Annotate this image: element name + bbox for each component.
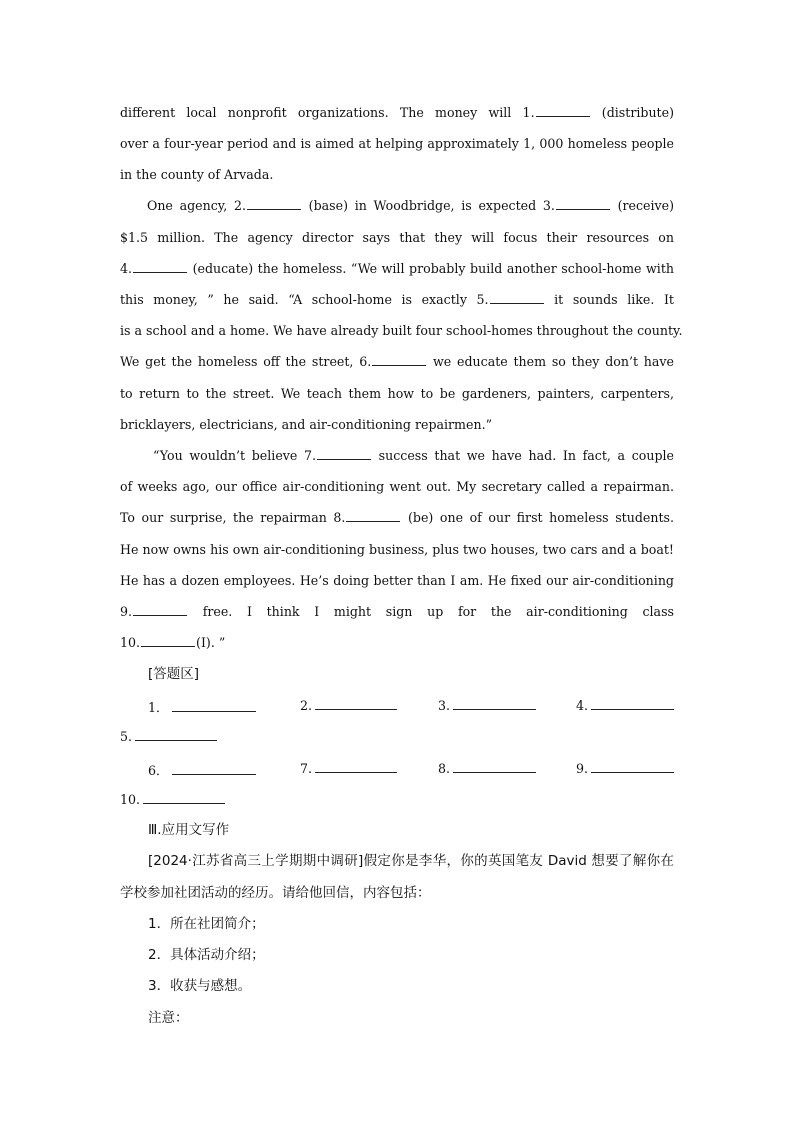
- passage-line: of weeks ago, our office air-conditioning went out. My secretary called a repairman.: [120, 479, 674, 494]
- answer-field-4[interactable]: [591, 697, 674, 710]
- answer-label: 2.: [300, 698, 313, 713]
- answer-label: 3.: [438, 698, 451, 713]
- answer-label: 6．: [148, 763, 169, 778]
- answer-row: [0, 697, 794, 717]
- answer-item: [148, 760, 256, 779]
- answer-field-9[interactable]: [591, 760, 674, 773]
- passage-text: (base) in Woodbridge, is expected 3.: [301, 198, 555, 213]
- answer-label: 1．: [148, 700, 169, 715]
- answer-field-7[interactable]: [315, 760, 397, 773]
- blank-5[interactable]: [490, 291, 544, 304]
- section-heading: Ⅲ.应用文写作: [148, 822, 230, 838]
- answer-label: 9.: [576, 761, 589, 776]
- passage-text: We get the homeless off the street, 6.: [120, 354, 372, 369]
- passage-line: [120, 353, 674, 371]
- answer-label: 5.: [120, 729, 133, 744]
- blank-9[interactable]: [133, 603, 187, 616]
- passage-line: He now owns his own air-conditioning business, plus two houses, two cars and a boat!: [120, 542, 674, 557]
- passage-text: One agency, 2.: [147, 198, 246, 213]
- answer-field-2[interactable]: [315, 697, 397, 710]
- passage-line: [120, 104, 674, 122]
- answer-label: 4.: [576, 698, 589, 713]
- passage-line: [120, 291, 674, 309]
- passage-text: this money, ” he said. “A school-home is exactly 5.: [120, 292, 489, 307]
- answer-row: [0, 760, 794, 780]
- passage-line: [147, 197, 674, 215]
- answer-item: [438, 697, 536, 713]
- blank-8[interactable]: [346, 509, 400, 522]
- answer-label: 7.: [300, 761, 313, 776]
- passage-text: (educate) the homeless. “We will probably build another school-home with: [188, 261, 674, 276]
- passage-text: different local nonprofit organizations. The money will 1.: [120, 105, 535, 120]
- answer-item: [576, 760, 674, 776]
- answer-area-title: [答题区]: [148, 666, 200, 682]
- answer-label: 10.: [120, 792, 141, 807]
- passage-line: [120, 509, 674, 527]
- answer-field-1[interactable]: [172, 699, 256, 712]
- blank-7[interactable]: [317, 447, 371, 460]
- answer-field-3[interactable]: [453, 697, 536, 710]
- passage-line: He has a dozen employees. He’s doing better than I am. He fixed our air-conditioning: [120, 573, 674, 588]
- passage-line: bricklayers, electricians, and air-conditioning repairmen.”: [120, 417, 493, 432]
- passage-line: to return to the street. We teach them how to be gardeners, painters, carpenters,: [120, 386, 674, 401]
- blank-2[interactable]: [247, 197, 301, 210]
- answer-field-6[interactable]: [172, 762, 256, 775]
- requirement-item: 2．具体活动介绍；: [148, 947, 265, 963]
- blank-1[interactable]: [536, 104, 590, 117]
- passage-text: success that we have had. In fact, a couple: [372, 448, 674, 463]
- passage-text: 9.: [120, 604, 133, 619]
- passage-text: “You wouldn’t believe 7.: [153, 448, 317, 463]
- passage-text: 4.: [120, 261, 133, 276]
- passage-line: over a four-year period and is aimed at helping approximately 1, 000 homeless people: [120, 136, 674, 151]
- answer-item: [576, 697, 674, 713]
- answer-row: [0, 791, 794, 811]
- blank-6[interactable]: [372, 353, 426, 366]
- passage-line: [120, 260, 674, 278]
- answer-field-8[interactable]: [453, 760, 536, 773]
- passage-text: (receive): [610, 198, 675, 213]
- answer-item: [300, 760, 397, 776]
- blank-10[interactable]: [141, 634, 195, 647]
- answer-row: [0, 728, 794, 748]
- passage-line: [120, 634, 674, 652]
- prompt-line: [2024·江苏省高三上学期期中调研]假定你是李华，你的英国笔友 David 想要了解你在: [148, 853, 674, 869]
- passage-text: (distribute): [590, 105, 674, 120]
- answer-field-10[interactable]: [143, 791, 225, 804]
- prompt-line: 学校参加社团活动的经历。请给他回信，内容包括：: [120, 885, 431, 901]
- passage-line: in the county of Arvada.: [120, 167, 274, 182]
- passage-text: (I). ”: [196, 635, 226, 650]
- passage-text: we educate them so they don’t have: [427, 354, 674, 369]
- blank-3[interactable]: [556, 197, 610, 210]
- passage-line: [120, 603, 674, 621]
- passage-line: is a school and a home. We have already built four school-homes throughout the county.: [120, 323, 683, 338]
- passage-text: (be) one of our first homeless students.: [401, 510, 674, 525]
- answer-item: [438, 760, 536, 776]
- requirement-item: 1．所在社团简介；: [148, 916, 265, 932]
- answer-label: 8.: [438, 761, 451, 776]
- passage-text: free. I think I might sign up for the air-conditioning class: [188, 604, 674, 619]
- passage-text: it sounds like. It: [544, 292, 674, 307]
- passage-line: $1.5 million. The agency director says that they will focus their resources on: [120, 230, 674, 245]
- note-label: 注意：: [148, 1010, 189, 1026]
- answer-item: [300, 697, 397, 713]
- blank-4[interactable]: [133, 260, 187, 273]
- passage-text: To our surprise, the repairman 8.: [120, 510, 346, 525]
- requirement-item: 3．收获与感想。: [148, 978, 252, 994]
- answer-item: [120, 791, 225, 807]
- passage-text: 10.: [120, 635, 141, 650]
- answer-item: [120, 728, 217, 744]
- answer-item: [148, 697, 256, 716]
- passage-line: [153, 447, 674, 465]
- answer-field-5[interactable]: [135, 728, 217, 741]
